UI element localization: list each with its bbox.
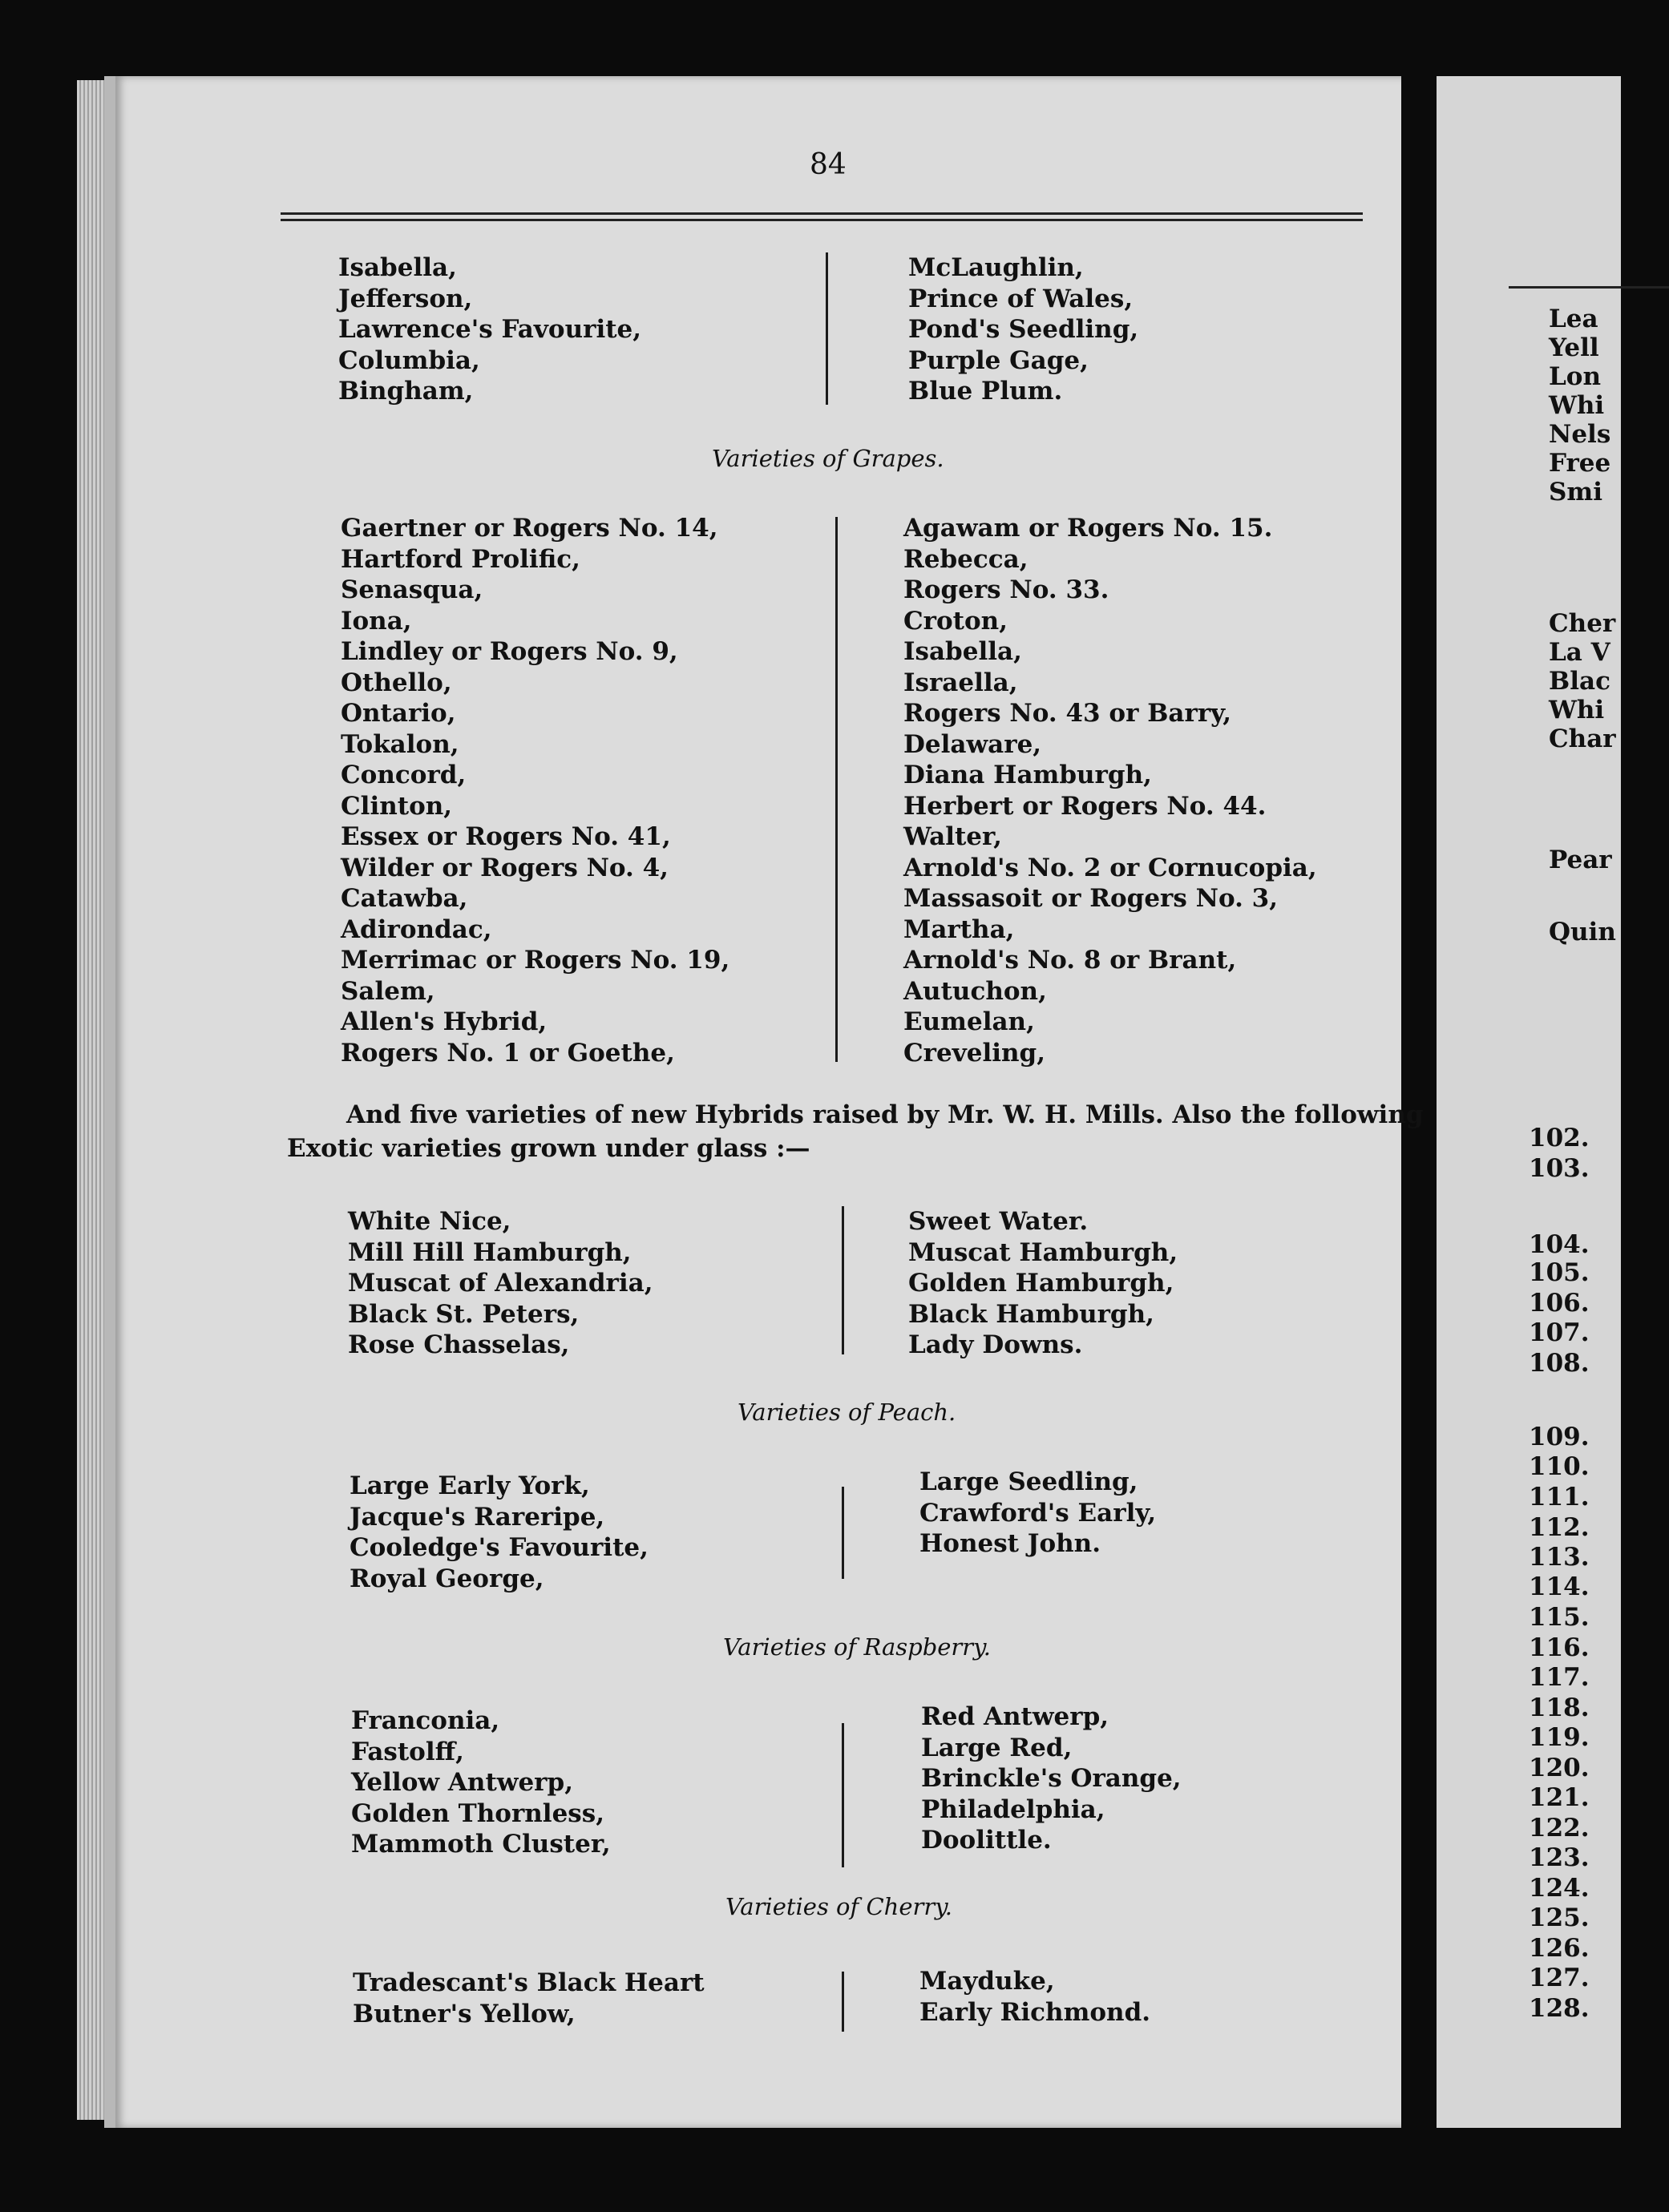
top-right-list — [908, 252, 1138, 407]
peach-right-list — [919, 1467, 1156, 1560]
list-item: Jefferson, — [338, 284, 473, 313]
list-item: Columbia, — [338, 345, 480, 375]
list-item: White Nice, — [348, 1207, 511, 1236]
list-item: Purple Gage, — [908, 345, 1089, 375]
facing-page-line: Blac — [1549, 667, 1610, 696]
list-item: Sweet Water. — [908, 1207, 1089, 1236]
list-item: Black Hamburgh, — [908, 1299, 1154, 1329]
list-item: McLaughlin, — [908, 253, 1084, 282]
list-item: Large Early York, — [350, 1471, 590, 1500]
raspberry-heading: Varieties of Raspberry. — [723, 1633, 991, 1661]
facing-page-line: Char — [1549, 725, 1616, 753]
list-item: Essex or Rogers No. 41, — [341, 822, 671, 851]
cherry-heading: Varieties of Cherry. — [725, 1893, 952, 1920]
grapes-right-list — [903, 513, 1317, 1068]
facing-page-line: 107. — [1529, 1318, 1590, 1347]
list-item: Iona, — [341, 606, 412, 636]
facing-page-line: 104. — [1529, 1230, 1590, 1259]
list-item: Bingham, — [338, 377, 474, 406]
grapes-heading: Varieties of Grapes. — [712, 445, 944, 472]
list-item: Black St. Peters, — [348, 1299, 580, 1329]
list-item: Fastolff, — [351, 1737, 464, 1766]
facing-page-line: 117. — [1529, 1663, 1590, 1692]
facing-page-line: 126. — [1529, 1934, 1590, 1963]
facing-page-line: 118. — [1529, 1693, 1590, 1722]
list-item: Autuchon, — [903, 976, 1047, 1006]
facing-page-line: 127. — [1529, 1964, 1590, 1992]
list-item: Clinton, — [341, 791, 453, 821]
facing-page-line: Cher — [1549, 609, 1616, 638]
list-item: Arnold's No. 2 or Cornucopia, — [903, 853, 1317, 882]
facing-page-line: Lea — [1549, 305, 1598, 333]
facing-page-line: Pear — [1549, 846, 1612, 874]
list-item: Lindley or Rogers No. 9, — [341, 637, 678, 666]
list-item: Royal George, — [350, 1564, 544, 1593]
exotic-right-list — [908, 1206, 1178, 1361]
list-item: Mill Hill Hamburgh, — [348, 1237, 632, 1267]
facing-page-line: 108. — [1529, 1349, 1590, 1378]
facing-page-line: 119. — [1529, 1723, 1590, 1752]
raspberry-right-list — [921, 1701, 1182, 1856]
list-item: Gaertner or Rogers No. 14, — [341, 514, 718, 543]
exotic-left-list — [348, 1206, 653, 1361]
list-item: Massasoit or Rogers No. 3, — [903, 884, 1279, 913]
list-item: Mammoth Cluster, — [351, 1830, 611, 1859]
list-item: Martha, — [903, 914, 1015, 944]
facing-page-line: 105. — [1529, 1258, 1590, 1287]
list-item: Diana Hamburgh, — [903, 761, 1152, 789]
list-item: Pond's Seedling, — [908, 315, 1139, 344]
facing-page-line: 114. — [1529, 1572, 1590, 1601]
page-number: 84 — [810, 148, 847, 181]
column-divider — [842, 1487, 844, 1579]
header-rule-top — [281, 212, 1363, 215]
list-item: Walter, — [903, 822, 1002, 851]
list-item: Tradescant's Black Heart — [353, 1968, 705, 1997]
facing-page-line: Yell — [1549, 333, 1599, 362]
list-item: Isabella, — [338, 253, 457, 282]
hybrids-line-2: Exotic varieties grown under glass :— — [287, 1134, 810, 1163]
list-item: Isabella, — [903, 637, 1022, 666]
facing-page-line: 102. — [1529, 1124, 1590, 1152]
list-item: Israella, — [903, 668, 1018, 697]
list-item: Butner's Yellow, — [353, 1999, 576, 2028]
facing-page-line: Free — [1549, 449, 1611, 478]
list-item: Agawam or Rogers No. 15. — [903, 514, 1273, 543]
raspberry-left-list — [351, 1705, 611, 1860]
list-item: Cooledge's Favourite, — [350, 1533, 649, 1562]
facing-page-line: 122. — [1529, 1814, 1590, 1843]
facing-page-line: Lon — [1549, 362, 1602, 391]
list-item: Yellow Antwerp, — [351, 1768, 573, 1797]
list-item: Golden Thornless, — [351, 1798, 605, 1828]
list-item: Blue Plum. — [908, 377, 1063, 406]
facing-page-line: 113. — [1529, 1543, 1590, 1572]
list-item: Honest John. — [919, 1529, 1101, 1558]
list-item: Brinckle's Orange, — [921, 1764, 1182, 1793]
list-item: Large Red, — [921, 1733, 1073, 1762]
list-item: Large Seedling, — [919, 1467, 1138, 1496]
list-item: Rose Chasselas, — [348, 1330, 570, 1359]
facing-page-line: 116. — [1529, 1633, 1590, 1662]
list-item: Catawba, — [341, 884, 468, 913]
list-item: Jacque's Rareripe, — [350, 1502, 605, 1532]
list-item: Prince of Wales, — [908, 284, 1134, 313]
list-item: Golden Hamburgh, — [908, 1269, 1174, 1298]
cherry-right-list — [919, 1966, 1150, 2028]
list-item: Adirondac, — [341, 914, 492, 944]
facing-page-line: 106. — [1529, 1289, 1590, 1318]
facing-page-line: Whi — [1549, 696, 1605, 725]
list-item: Mayduke, — [919, 1967, 1055, 1996]
grapes-left-list — [341, 513, 729, 1068]
list-item: Rebecca, — [903, 544, 1028, 574]
list-item: Muscat Hamburgh, — [908, 1237, 1178, 1267]
list-item: Muscat of Alexandria, — [348, 1269, 653, 1298]
facing-page — [1437, 76, 1621, 2128]
list-item: Red Antwerp, — [921, 1702, 1109, 1731]
peach-heading: Varieties of Peach. — [738, 1399, 956, 1426]
list-item: Arnold's No. 8 or Brant, — [903, 946, 1237, 975]
list-item: Lady Downs. — [908, 1330, 1083, 1359]
facing-page-line: 123. — [1529, 1843, 1590, 1872]
facing-page-line: 115. — [1529, 1603, 1590, 1632]
facing-page-line: 125. — [1529, 1903, 1590, 1932]
list-item: Merrimac or Rogers No. 19, — [341, 946, 730, 975]
list-item: Philadelphia, — [921, 1794, 1105, 1824]
facing-page-line: 121. — [1529, 1783, 1590, 1812]
column-divider — [842, 1972, 844, 2032]
list-item: Hartford Prolific, — [341, 544, 580, 574]
peach-left-list — [350, 1471, 649, 1594]
list-item: Rogers No. 33. — [903, 575, 1109, 604]
list-item: Allen's Hybrid, — [341, 1007, 548, 1036]
column-divider — [842, 1206, 844, 1354]
cherry-left-list — [353, 1968, 705, 2029]
list-item: Early Richmond. — [919, 1997, 1151, 2027]
list-item: Herbert or Rogers No. 44. — [903, 791, 1267, 821]
list-item: Croton, — [903, 606, 1008, 636]
facing-page-line: 103. — [1529, 1154, 1590, 1183]
facing-page-line: Whi — [1549, 391, 1605, 420]
column-divider — [826, 252, 828, 405]
list-item: Creveling, — [903, 1038, 1046, 1068]
facing-page-line: La V — [1549, 638, 1610, 667]
facing-page-line: 124. — [1529, 1874, 1590, 1903]
column-divider — [835, 517, 838, 1062]
facing-page-rule — [1509, 286, 1669, 289]
top-left-list — [338, 252, 641, 407]
header-rule-bottom — [281, 219, 1363, 221]
list-item: Delaware, — [903, 729, 1042, 759]
list-item: Othello, — [341, 668, 452, 697]
list-item: Doolittle. — [921, 1826, 1052, 1855]
facing-page-line: 120. — [1529, 1754, 1590, 1782]
column-divider — [842, 1723, 844, 1867]
facing-page-line: 110. — [1529, 1452, 1590, 1481]
facing-page-line: 112. — [1529, 1513, 1590, 1542]
list-item: Ontario, — [341, 699, 456, 728]
facing-page-line: 109. — [1529, 1423, 1590, 1451]
list-item: Franconia, — [351, 1706, 500, 1735]
list-item: Senasqua, — [341, 575, 483, 604]
hybrids-line-1: And five varieties of new Hybrids raised by Mr. W. H. Mills. Also the following — [346, 1100, 1424, 1129]
facing-page-line: Quin — [1549, 918, 1616, 947]
list-item: Rogers No. 1 or Goethe, — [341, 1038, 675, 1068]
list-item: Crawford's Early, — [919, 1498, 1157, 1528]
list-item: Concord, — [341, 761, 467, 789]
list-item: Lawrence's Favourite, — [338, 315, 642, 344]
list-item: Eumelan, — [903, 1007, 1035, 1036]
facing-page-line: 128. — [1529, 1994, 1590, 2023]
facing-page-line: Smi — [1549, 478, 1602, 507]
list-item: Wilder or Rogers No. 4, — [341, 853, 669, 882]
list-item: Rogers No. 43 or Barry, — [903, 699, 1231, 728]
list-item: Salem, — [341, 976, 435, 1006]
facing-page-line: 111. — [1529, 1483, 1590, 1512]
list-item: Tokalon, — [341, 729, 459, 759]
facing-page-line: Nels — [1549, 420, 1611, 449]
